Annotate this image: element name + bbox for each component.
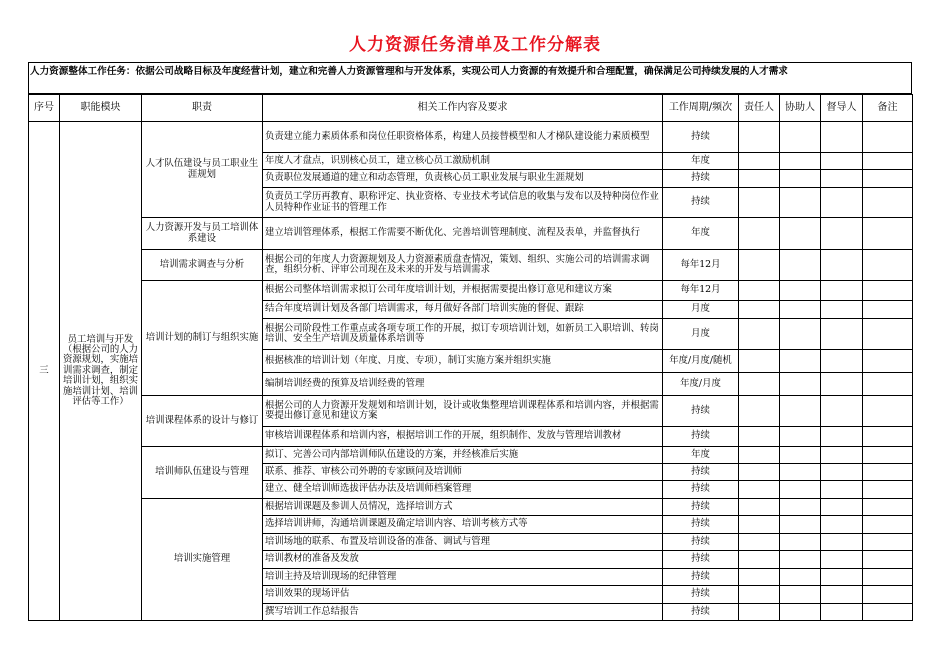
duty-cell: 培训师队伍建设与管理	[142, 447, 263, 499]
remark-cell[interactable]	[863, 301, 913, 319]
task-period: 持续	[663, 499, 739, 516]
owner-cell[interactable]	[739, 481, 780, 499]
owner-cell[interactable]	[739, 153, 780, 170]
header-module: 职能模块	[60, 95, 142, 122]
assist-cell[interactable]	[780, 188, 821, 218]
duty-cell: 人才队伍建设与员工职业生涯规划	[142, 122, 263, 218]
supervisor-cell[interactable]	[821, 301, 863, 319]
assist-cell[interactable]	[780, 464, 821, 481]
supervisor-cell[interactable]	[821, 499, 863, 516]
supervisor-cell[interactable]	[821, 481, 863, 499]
task-content: 培训场地的联系、布置及培训设备的准备、调试与管理	[263, 534, 663, 551]
task-content: 建立培训管理体系，根据工作需要不断优化、完善培训管理制度、流程及表单，并监督执行	[263, 218, 663, 250]
table-row	[29, 447, 913, 464]
remark-cell[interactable]	[863, 250, 913, 281]
duty-cell: 培训计划的制订与组织实施	[142, 281, 263, 396]
supervisor-cell[interactable]	[821, 604, 863, 621]
remark-cell[interactable]	[863, 319, 913, 350]
table-row	[29, 250, 913, 281]
assist-cell[interactable]	[780, 569, 821, 586]
supervisor-cell[interactable]	[821, 170, 863, 188]
owner-cell[interactable]	[739, 122, 780, 153]
remark-cell[interactable]	[863, 499, 913, 516]
supervisor-cell[interactable]	[821, 281, 863, 301]
remark-cell[interactable]	[863, 586, 913, 604]
owner-cell[interactable]	[739, 281, 780, 301]
table-row	[29, 218, 913, 250]
task-content: 撰写培训工作总结报告	[263, 604, 663, 621]
supervisor-cell[interactable]	[821, 250, 863, 281]
remark-cell[interactable]	[863, 170, 913, 188]
supervisor-cell[interactable]	[821, 188, 863, 218]
assist-cell[interactable]	[780, 122, 821, 153]
task-period: 持续	[663, 396, 739, 427]
task-period: 年度	[663, 218, 739, 250]
supervisor-cell[interactable]	[821, 373, 863, 396]
supervisor-cell[interactable]	[821, 350, 863, 373]
assist-cell[interactable]	[780, 551, 821, 569]
header-assist: 协助人	[780, 95, 821, 122]
task-content: 建立、健全培训师选拔评估办法及培训师档案管理	[263, 481, 663, 499]
supervisor-cell[interactable]	[821, 516, 863, 534]
task-content: 选择培训讲师，沟通培训课题及确定培训内容、培训考核方式等	[263, 516, 663, 534]
task-period: 每年12月	[663, 250, 739, 281]
duty-cell: 培训需求调查与分析	[142, 250, 263, 281]
header-content: 相关工作内容及要求	[263, 95, 663, 122]
header-duty: 职责	[142, 95, 263, 122]
table-row	[29, 281, 913, 301]
assist-cell[interactable]	[780, 586, 821, 604]
owner-cell[interactable]	[739, 499, 780, 516]
task-period: 持续	[663, 188, 739, 218]
section-number: 三	[29, 122, 60, 621]
task-content: 根据公司阶段性工作重点或各项专项工作的开展，拟订专项培训计划，如新员工入职培训、转岗培训、安全生产培训及质量体系培训等	[263, 319, 663, 350]
remark-cell[interactable]	[863, 350, 913, 373]
supervisor-cell[interactable]	[821, 569, 863, 586]
remark-cell[interactable]	[863, 153, 913, 170]
remark-cell[interactable]	[863, 122, 913, 153]
owner-cell[interactable]	[739, 604, 780, 621]
owner-cell[interactable]	[739, 396, 780, 427]
assist-cell[interactable]	[780, 153, 821, 170]
supervisor-cell[interactable]	[821, 218, 863, 250]
assist-cell[interactable]	[780, 250, 821, 281]
supervisor-cell[interactable]	[821, 396, 863, 427]
task-content: 培训教材的准备及发放	[263, 551, 663, 569]
assist-cell[interactable]	[780, 516, 821, 534]
task-period: 月度	[663, 319, 739, 350]
task-content: 结合年度培训计划及各部门培训需求，每月做好各部门培训实施的督促、跟踪	[263, 301, 663, 319]
assist-cell[interactable]	[780, 170, 821, 188]
overall-task-statement: 人力资源整体工作任务：依据公司战略目标及年度经营计划，建立和完善人力资源管理和与开发体系，实现公司人力资源的有效提升和合理配置，确保满足公司持续发展的人才需求	[28, 62, 912, 94]
task-breakdown-table	[28, 94, 913, 621]
task-content: 根据公司的年度人力资源规划及人力资源素质盘查情况，策划、组织、实施公司的培训需求调查，组织分析、评审公司现在及未来的开发与培训需求	[263, 250, 663, 281]
supervisor-cell[interactable]	[821, 464, 863, 481]
owner-cell[interactable]	[739, 534, 780, 551]
owner-cell[interactable]	[739, 373, 780, 396]
task-content: 联系、推荐、审核公司外聘的专家顾问及培训师	[263, 464, 663, 481]
table-row	[29, 122, 913, 153]
task-period: 持续	[663, 516, 739, 534]
assist-cell[interactable]	[780, 350, 821, 373]
remark-cell[interactable]	[863, 481, 913, 499]
owner-cell[interactable]	[739, 551, 780, 569]
task-period: 持续	[663, 464, 739, 481]
header-remark: 备注	[863, 95, 913, 122]
task-content: 根据公司整体培训需求拟订公司年度培训计划，并根据需要提出修订意见和建议方案	[263, 281, 663, 301]
owner-cell[interactable]	[739, 586, 780, 604]
owner-cell[interactable]	[739, 569, 780, 586]
owner-cell[interactable]	[739, 427, 780, 447]
remark-cell[interactable]	[863, 396, 913, 427]
task-content: 编制培训经费的预算及培训经费的管理	[263, 373, 663, 396]
task-content: 根据培训课题及参训人员情况，选择培训方式	[263, 499, 663, 516]
supervisor-cell[interactable]	[821, 153, 863, 170]
owner-cell[interactable]	[739, 301, 780, 319]
supervisor-cell[interactable]	[821, 551, 863, 569]
owner-cell[interactable]	[739, 447, 780, 464]
task-content: 培训效果的现场评估	[263, 586, 663, 604]
remark-cell[interactable]	[863, 281, 913, 301]
supervisor-cell[interactable]	[821, 447, 863, 464]
section-module: 员工培训与开发（根据公司的人力资源规划，实施培训需求调查，制定培训计划，组织实施培训计划、培训评估等工作）	[60, 122, 142, 621]
supervisor-cell[interactable]	[821, 319, 863, 350]
task-period: 年度/月度	[663, 373, 739, 396]
remark-cell[interactable]	[863, 188, 913, 218]
supervisor-cell[interactable]	[821, 122, 863, 153]
task-period: 持续	[663, 534, 739, 551]
supervisor-cell[interactable]	[821, 586, 863, 604]
owner-cell[interactable]	[739, 188, 780, 218]
remark-cell[interactable]	[863, 604, 913, 621]
assist-cell[interactable]	[780, 427, 821, 447]
task-period: 持续	[663, 170, 739, 188]
assist-cell[interactable]	[780, 481, 821, 499]
owner-cell[interactable]	[739, 350, 780, 373]
header-owner: 责任人	[739, 95, 780, 122]
table-header-row	[29, 95, 913, 122]
header-supervisor: 督导人	[821, 95, 863, 122]
task-period: 月度	[663, 301, 739, 319]
header-no: 序号	[29, 95, 60, 122]
remark-cell[interactable]	[863, 373, 913, 396]
task-content: 负责职位发展通道的建立和动态管理，负责核心员工职业发展与职业生涯规划	[263, 170, 663, 188]
task-content: 根据核准的培训计划（年度、月度、专项），制订实施方案并组织实施	[263, 350, 663, 373]
task-content: 培训主持及培训现场的纪律管理	[263, 569, 663, 586]
assist-cell[interactable]	[780, 319, 821, 350]
duty-cell: 培训课程体系的设计与修订	[142, 396, 263, 447]
remark-cell[interactable]	[863, 569, 913, 586]
owner-cell[interactable]	[739, 250, 780, 281]
task-content: 根据公司的人力资源开发规划和培训计划，设计或收集整理培训课程体系和培训内容，并根据需要提出修订意见和建议方案	[263, 396, 663, 427]
assist-cell[interactable]	[780, 301, 821, 319]
duty-cell: 培训实施管理	[142, 499, 263, 621]
duty-cell: 人力资源开发与员工培训体系建设	[142, 218, 263, 250]
task-period: 持续	[663, 604, 739, 621]
task-period: 年度/月度/随机	[663, 350, 739, 373]
supervisor-cell[interactable]	[821, 427, 863, 447]
task-content: 负责建立能力素质体系和岗位任职资格体系，构建人员接替模型和人才梯队建设能力素质模型	[263, 122, 663, 153]
assist-cell[interactable]	[780, 218, 821, 250]
assist-cell[interactable]	[780, 281, 821, 301]
table-row	[29, 396, 913, 427]
task-period: 持续	[663, 551, 739, 569]
assist-cell[interactable]	[780, 534, 821, 551]
task-period: 持续	[663, 427, 739, 447]
task-period: 持续	[663, 586, 739, 604]
remark-cell[interactable]	[863, 447, 913, 464]
owner-cell[interactable]	[739, 516, 780, 534]
remark-cell[interactable]	[863, 427, 913, 447]
task-period: 年度	[663, 153, 739, 170]
assist-cell[interactable]	[780, 604, 821, 621]
task-content: 负责员工学历再教育、职称评定、执业资格、专业技术考试信息的收集与发布以及特种岗位作业人员特种作业证书的管理工作	[263, 188, 663, 218]
task-period: 持续	[663, 122, 739, 153]
task-content: 拟订、完善公司内部培训师队伍建设的方案，并经核准后实施	[263, 447, 663, 464]
remark-cell[interactable]	[863, 516, 913, 534]
page-title: 人力资源任务清单及工作分解表	[349, 35, 601, 55]
remark-cell[interactable]	[863, 464, 913, 481]
assist-cell[interactable]	[780, 447, 821, 464]
owner-cell[interactable]	[739, 218, 780, 250]
supervisor-cell[interactable]	[821, 534, 863, 551]
assist-cell[interactable]	[780, 499, 821, 516]
task-content: 年度人才盘点，识别核心员工，建立核心员工激励机制	[263, 153, 663, 170]
task-period: 持续	[663, 569, 739, 586]
task-period: 每年12月	[663, 281, 739, 301]
table-row	[29, 499, 913, 516]
assist-cell[interactable]	[780, 396, 821, 427]
task-period: 持续	[663, 481, 739, 499]
task-content: 审核培训课程体系和培训内容，根据培训工作的开展，组织制作、发放与管理培训教材	[263, 427, 663, 447]
owner-cell[interactable]	[739, 170, 780, 188]
header-period: 工作周期/频次	[663, 95, 739, 122]
owner-cell[interactable]	[739, 319, 780, 350]
remark-cell[interactable]	[863, 218, 913, 250]
owner-cell[interactable]	[739, 464, 780, 481]
assist-cell[interactable]	[780, 373, 821, 396]
remark-cell[interactable]	[863, 534, 913, 551]
task-period: 年度	[663, 447, 739, 464]
remark-cell[interactable]	[863, 551, 913, 569]
